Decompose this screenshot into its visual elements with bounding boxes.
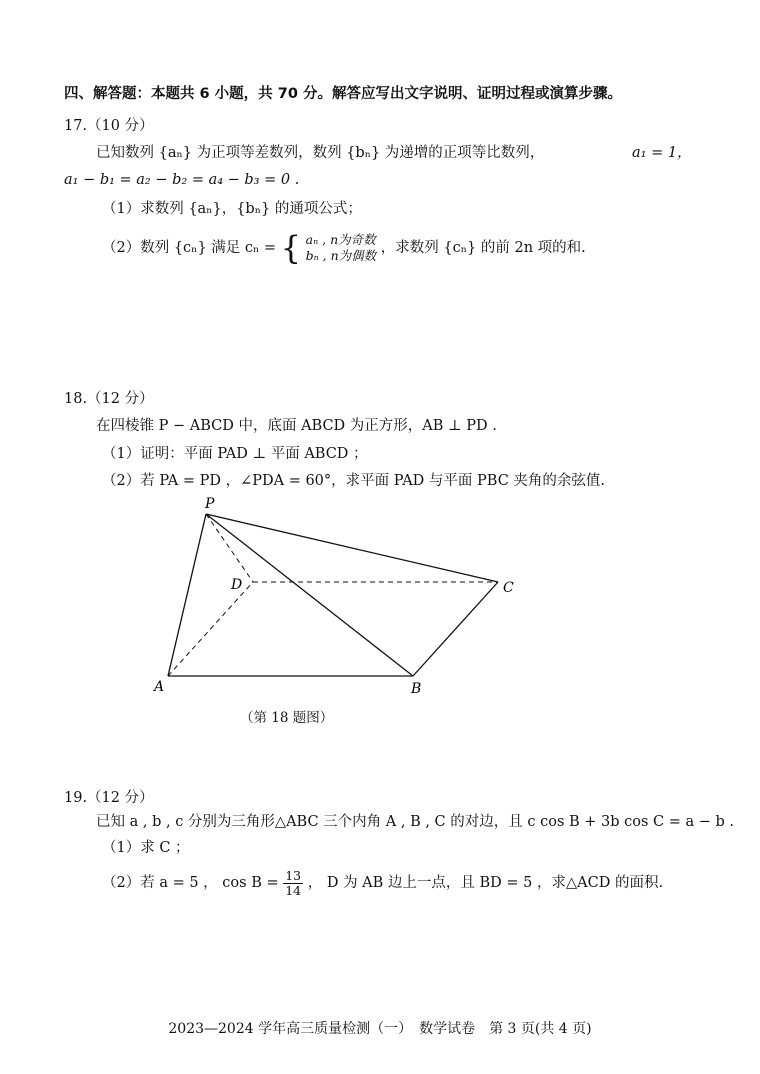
- q19-part2-pre: （2）若 a = 5 ， cos B =: [102, 875, 279, 891]
- q17-part2-pre: （2）数列 {cₙ} 满足 cₙ =: [102, 240, 277, 256]
- q19-number: 19.（12 分）: [64, 790, 154, 806]
- q18-number: 18.（12 分）: [64, 391, 154, 407]
- q17-stem-a: [96, 143, 544, 163]
- q17-part2-post: ，求数列 {cₙ} 的前 2n 项的和.: [380, 240, 586, 256]
- case-odd: aₙ , n为奇数: [305, 232, 376, 247]
- q17-stem-a-text: 已知数列 {aₙ} 为正项等差数列，数列 {bₙ} 为递增的正项等比数列，: [96, 145, 545, 161]
- q17-stem-a-condition: a₁ = 1，: [632, 145, 692, 161]
- q17-part1: （1）求数列 {aₙ}，{bₙ} 的通项公式；: [102, 201, 362, 217]
- q19-part2: [102, 866, 663, 900]
- q19-stem: 已知 a , b , c 分别为三角形△ABC 三个内角 A , B , C 的对边，且 c cos B + 3b cos C = a − b .: [96, 814, 735, 830]
- q19-part1: （1）求 C ；: [102, 840, 190, 856]
- q18-part1: （1）证明：平面 PAD ⊥ 平面 ABCD ；: [102, 446, 368, 462]
- label-B: B: [411, 681, 422, 697]
- cases-brace: {: [280, 229, 302, 267]
- q17-part2: [102, 229, 586, 267]
- label-C: C: [503, 580, 514, 596]
- case-even: bₙ , n为偶数: [305, 248, 377, 263]
- edge-PA: [168, 514, 206, 676]
- edge-PD: [206, 514, 253, 582]
- figure-caption: （第 18 题图）: [240, 710, 334, 726]
- q18-stem: 在四棱锥 P − ABCD 中，底面 ABCD 为正方形，AB ⊥ PD .: [96, 418, 497, 434]
- label-D: D: [231, 577, 243, 593]
- page-footer: 2023—2024 学年高三质量检测（一） 数学试卷 第 3 页(共 4 页): [168, 1021, 592, 1037]
- q18-part2: （2）若 PA = PD ，∠PDA = 60°，求平面 PAD 与平面 PBC 夹角的余弦值.: [102, 473, 606, 489]
- fraction-denominator: 14: [285, 882, 302, 898]
- q17-number: 17.（10 分）: [64, 118, 154, 134]
- section-header: 四、解答题：本题共 6 小题，共 70 分。解答应写出文字说明、证明过程或演算步骤。: [64, 86, 622, 102]
- edge-BC: [413, 582, 498, 676]
- label-A: A: [154, 679, 165, 695]
- edge-AD: [168, 582, 253, 676]
- q19-part2-post: ， D 为 AB 边上一点，且 BD = 5 ，求△ACD 的面积.: [307, 875, 664, 891]
- fraction-cosB: [283, 869, 303, 898]
- label-P: P: [205, 496, 215, 512]
- q17-stem-b: a₁ − b₁ = a₂ − b₂ = a₄ − b₃ = 0 .: [64, 172, 300, 188]
- cases-block: [306, 232, 377, 264]
- pyramid-figure: [150, 492, 520, 702]
- fraction-numerator: 13: [285, 867, 302, 883]
